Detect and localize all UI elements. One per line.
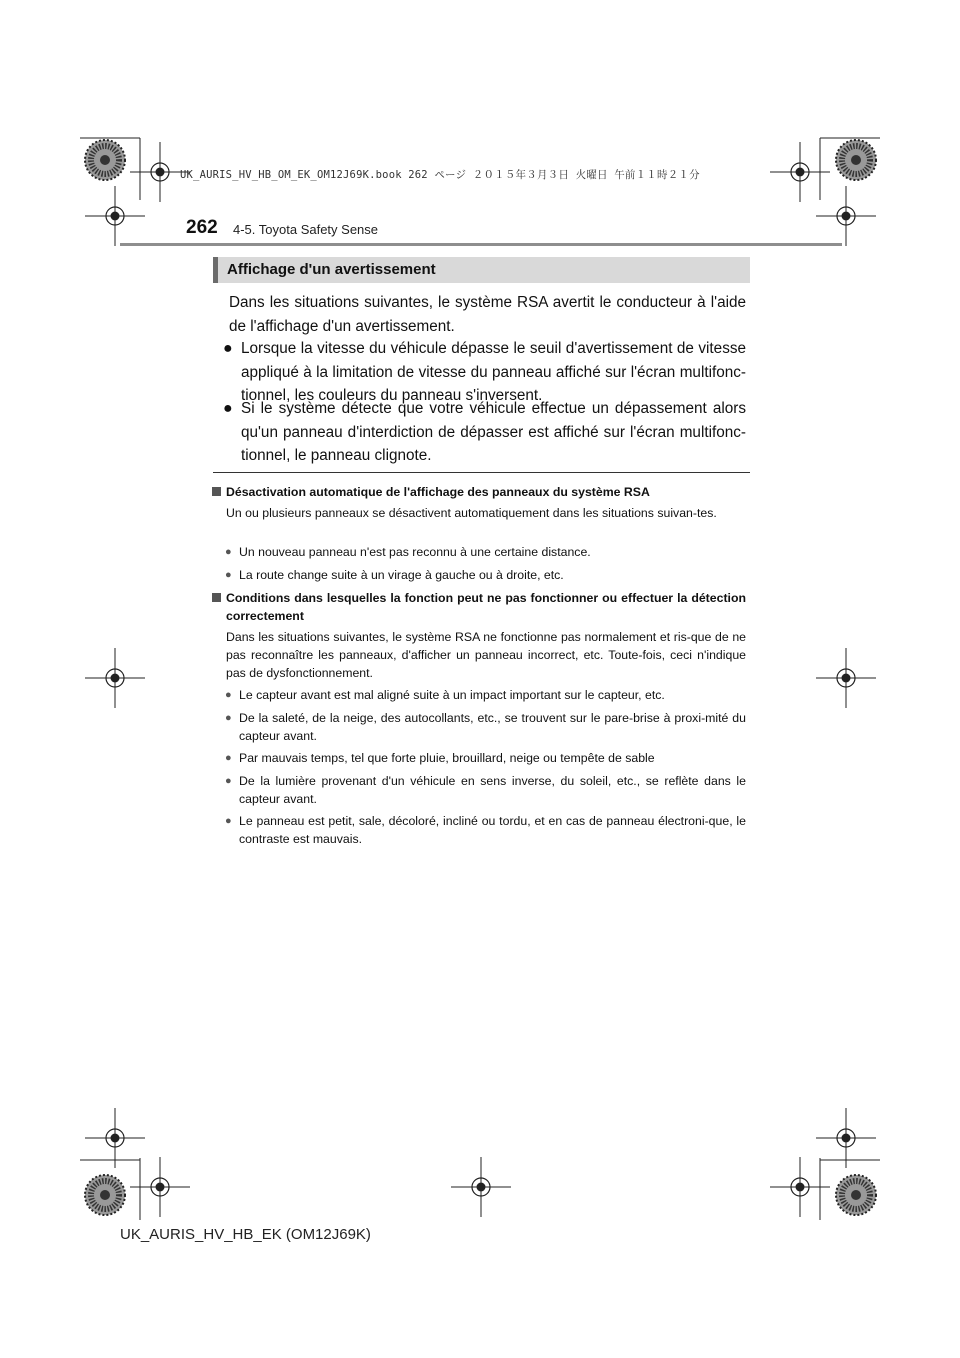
star-target-icon bbox=[836, 140, 876, 180]
star-target-icon bbox=[85, 140, 125, 180]
bullet-icon: ● bbox=[225, 712, 232, 724]
crosshair-icon bbox=[451, 1157, 511, 1217]
note-heading-text: Désactivation automatique de l'affichage des panneaux du système RSA bbox=[226, 485, 650, 499]
square-bullet-icon bbox=[212, 487, 221, 496]
crosshair-icon bbox=[85, 1108, 145, 1168]
bullet-icon: ● bbox=[225, 775, 232, 787]
crosshair-icon bbox=[770, 142, 830, 202]
note-bullet bbox=[225, 566, 746, 584]
note-bullet bbox=[225, 749, 746, 767]
crosshair-icon bbox=[816, 1108, 876, 1168]
note-heading-text: Conditions dans lesquelles la fonction peut ne pas fonctionner ou effectuer la détection correctement bbox=[226, 591, 746, 623]
warning-bullet bbox=[223, 397, 746, 468]
crosshair-icon bbox=[85, 648, 145, 708]
crosshair-icon bbox=[770, 1157, 830, 1217]
bullet-text: Lorsque la vitesse du véhicule dépasse le seuil d'avertissement de vitesse appliqué à la limitation de vitesse du panneau affiché sur l'écran multifonc-tionnel, les couleurs du panneau s'inversent. bbox=[241, 340, 746, 404]
crosshair-icon bbox=[130, 1157, 190, 1217]
bullet-icon: ● bbox=[225, 569, 232, 581]
divider bbox=[213, 472, 750, 473]
crosshair-icon bbox=[816, 186, 876, 246]
bullet-text: Si le système détecte que votre véhicule effectue un dépassement alors qu'un panneau d'interdiction de dépasser est affiché sur l'écran multifonc-tionnel, le panneau clignote. bbox=[241, 400, 746, 464]
note-bullet bbox=[225, 709, 746, 745]
note-bullet bbox=[225, 543, 746, 561]
note-bullet bbox=[225, 812, 746, 848]
crosshair-icon bbox=[816, 648, 876, 708]
note-bullet-text: Un nouveau panneau n'est pas reconnu à une certaine distance. bbox=[239, 545, 591, 559]
crosshair-icon bbox=[85, 186, 145, 246]
star-target-icon bbox=[836, 1175, 876, 1215]
note-bullet-text: Le capteur avant est mal aligné suite à un impact important sur le capteur, etc. bbox=[239, 688, 665, 702]
section-heading bbox=[213, 257, 750, 283]
section-heading-text: Affichage d'un avertissement bbox=[227, 261, 436, 278]
intro-paragraph: Dans les situations suivantes, le système RSA avertit le conducteur à l'aide de l'affichage d'un avertissement. bbox=[229, 294, 746, 335]
star-target-icon bbox=[85, 1175, 125, 1215]
note-heading bbox=[226, 589, 746, 625]
note-bullet-text: La route change suite à un virage à gauche ou à droite, etc. bbox=[239, 568, 564, 582]
note-bullet-text: Par mauvais temps, tel que forte pluie, brouillard, neige ou tempête de sable bbox=[239, 751, 655, 765]
note-bullet-text: De la saleté, de la neige, des autocollants, etc., se trouvent sur le pare-brise à proxi-mité du capteur avant. bbox=[239, 711, 746, 743]
note-heading bbox=[226, 483, 746, 501]
note-paragraph: Dans les situations suivantes, le système RSA ne fonctionne pas normalement et ris-que de ne pas reconnaître les panneaux, d'afficher un panneau incorrect, etc. Toute-fois, ceci n'indique pas de dysfonctionnement. bbox=[226, 630, 746, 680]
bullet-icon: ● bbox=[225, 546, 232, 558]
bullet-icon: ● bbox=[223, 400, 233, 417]
note-bullet bbox=[225, 772, 746, 808]
section-title: 4-5. Toyota Safety Sense bbox=[233, 222, 379, 237]
note-bullet bbox=[225, 686, 746, 704]
bullet-icon: ● bbox=[223, 340, 233, 357]
book-header: UK_AURIS_HV_HB_OM_EK_OM12J69K.book 262 ページ ２０１５年３月３日 火曜日 午前１１時２１分 bbox=[180, 169, 700, 181]
square-bullet-icon bbox=[212, 593, 221, 602]
bullet-icon: ● bbox=[225, 689, 232, 701]
page-number: 262 bbox=[186, 217, 218, 238]
footer-model-code: UK_AURIS_HV_HB_EK (OM12J69K) bbox=[120, 1226, 371, 1243]
header-rule bbox=[120, 243, 842, 246]
bullet-icon: ● bbox=[225, 752, 232, 764]
note-bullet-text: Le panneau est petit, sale, décoloré, incliné ou tordu, et en cas de panneau électroni-que, le contraste est mauvais. bbox=[239, 814, 746, 846]
note-paragraph: Un ou plusieurs panneaux se désactivent automatiquement dans les situations suivan-tes. bbox=[226, 506, 717, 520]
note-bullet-text: De la lumière provenant d'un véhicule en sens inverse, du soleil, etc., se reflète dans le capteur avant. bbox=[239, 774, 746, 806]
bullet-icon: ● bbox=[225, 815, 232, 827]
